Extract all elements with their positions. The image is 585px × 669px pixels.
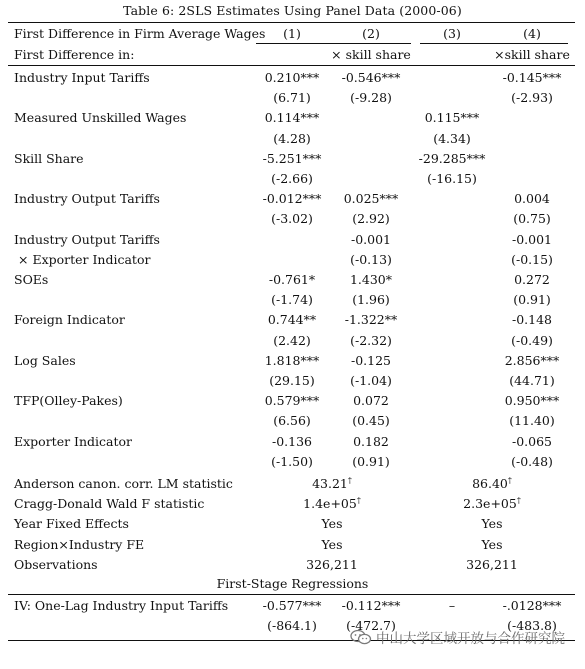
row-label: × Exporter Indicator xyxy=(18,252,151,267)
cell-c2: (-0.13) xyxy=(350,252,392,267)
cell-c1: 0.114*** xyxy=(264,110,320,125)
cell-c4: (-0.49) xyxy=(511,333,553,348)
cell-c1: 0.210*** xyxy=(264,70,320,85)
wechat-icon xyxy=(350,629,372,645)
col-header-1: (1) xyxy=(283,26,301,41)
col-header-3: (3) xyxy=(443,26,461,41)
col-header-2: (2) xyxy=(362,26,380,41)
stat-value-text: 1.4e+05 xyxy=(303,496,357,512)
stat-value-right xyxy=(412,516,572,531)
cell-c2: 0.025*** xyxy=(343,191,399,206)
cell-c4: (44.71) xyxy=(509,373,555,388)
cell-c1: (4.28) xyxy=(273,131,311,146)
cell-c1: 1.818*** xyxy=(264,353,320,368)
stat-label: Region×Industry FE xyxy=(14,537,145,552)
stat-label: Observations xyxy=(14,557,98,572)
cell-c3: -29.285*** xyxy=(418,151,486,166)
stat-value-text: 86.40 xyxy=(472,476,508,492)
first-stage-coef-3: – xyxy=(448,598,456,613)
header-rule xyxy=(8,65,575,66)
first-stage-coef-1: -0.577*** xyxy=(262,598,322,613)
col4-subheader: ×skill share xyxy=(494,47,570,62)
cell-c4: (-2.93) xyxy=(511,90,553,105)
cell-c2: -0.125 xyxy=(350,353,391,368)
first-stage-tstat-1: (-864.1) xyxy=(267,618,317,633)
row-label: Exporter Indicator xyxy=(14,434,133,449)
stat-value-left xyxy=(252,496,412,511)
cell-c1: (-3.02) xyxy=(271,211,313,226)
row-label: Log Sales xyxy=(14,353,76,368)
cell-c1: (6.56) xyxy=(273,413,311,428)
stat-value-right xyxy=(412,557,572,572)
first-stage-coef-4: -.0128*** xyxy=(502,598,562,613)
cell-c2: (0.91) xyxy=(352,454,390,469)
cell-c4: 0.004 xyxy=(514,191,550,206)
stat-value-text: 43.21 xyxy=(312,476,348,492)
table-caption: Table 6: 2SLS Estimates Using Panel Data (2000-06) xyxy=(123,3,462,18)
subheader-label: First Difference in: xyxy=(14,47,135,62)
dagger-mark: † xyxy=(516,496,521,505)
cell-c2: (1.96) xyxy=(352,292,390,307)
stat-value-text: Yes xyxy=(321,516,343,531)
cell-c1: 0.744** xyxy=(267,312,317,327)
col2-subheader: × skill share xyxy=(331,47,411,62)
dagger-mark: † xyxy=(507,476,512,485)
stat-value-text: 326,211 xyxy=(466,557,518,572)
row-label: SOEs xyxy=(14,272,49,287)
dependent-variable-label: First Difference in Firm Average Wages xyxy=(14,26,266,41)
row-label: Skill Share xyxy=(14,151,84,166)
row-label: Industry Output Tariffs xyxy=(14,232,160,247)
stat-value-right xyxy=(412,476,572,491)
cell-c4: (0.91) xyxy=(513,292,551,307)
row-label: Foreign Indicator xyxy=(14,312,125,327)
cell-c1: (-1.74) xyxy=(271,292,313,307)
cell-c4: (-0.15) xyxy=(511,252,553,267)
cell-c2: (-2.32) xyxy=(350,333,392,348)
cell-c3: (4.34) xyxy=(433,131,471,146)
cell-c4: -0.145*** xyxy=(502,70,562,85)
cell-c4: (-0.48) xyxy=(511,454,553,469)
cell-c1: -0.136 xyxy=(271,434,312,449)
top-rule xyxy=(8,22,575,23)
first-stage-tstat-2: (-472.7) xyxy=(346,618,396,633)
cell-c2: (0.45) xyxy=(352,413,390,428)
cell-c3: 0.115*** xyxy=(424,110,480,125)
stat-label: Anderson canon. corr. LM statistic xyxy=(14,476,233,491)
cell-c2: 0.182 xyxy=(353,434,389,449)
dagger-mark: † xyxy=(356,496,361,505)
stat-value-text: Yes xyxy=(481,516,503,531)
cell-c2: -1.322** xyxy=(344,312,398,327)
stat-value-text: 326,211 xyxy=(306,557,358,572)
cell-c4: (0.75) xyxy=(513,211,551,226)
stat-value-left xyxy=(252,476,412,491)
cell-c4: (11.40) xyxy=(509,413,555,428)
cell-c1: (-2.66) xyxy=(271,171,313,186)
row-label: Industry Output Tariffs xyxy=(14,191,160,206)
first-stage-title: First-Stage Regressions xyxy=(216,576,369,591)
watermark-text: 中山大学区域开放与合作研究院 xyxy=(376,631,565,647)
watermark xyxy=(350,627,565,647)
first-stage-tstat-4: (-483.8) xyxy=(507,618,557,633)
stat-label: Year Fixed Effects xyxy=(14,516,129,531)
cell-c2: -0.546*** xyxy=(341,70,401,85)
col-header-4: (4) xyxy=(523,26,541,41)
row-label: Measured Unskilled Wages xyxy=(14,110,187,125)
header-underline-left xyxy=(256,43,411,44)
stat-value-right xyxy=(412,496,572,511)
cell-c4: 0.272 xyxy=(514,272,550,287)
cell-c4: -0.065 xyxy=(511,434,552,449)
cell-c1: 0.579*** xyxy=(264,393,320,408)
stat-value-right xyxy=(412,537,572,552)
cell-c1: (29.15) xyxy=(269,373,315,388)
row-label: TFP(Olley-Pakes) xyxy=(14,393,123,408)
stat-value-text: Yes xyxy=(321,537,343,552)
cell-c2: -0.001 xyxy=(350,232,391,247)
stat-value-left xyxy=(252,557,412,572)
cell-c4: -0.148 xyxy=(511,312,552,327)
first-stage-label: IV: One-Lag Industry Input Tariffs xyxy=(14,598,229,613)
stat-value-text: 2.3e+05 xyxy=(463,496,517,512)
header-underline-right xyxy=(420,43,568,44)
stat-value-left xyxy=(252,537,412,552)
cell-c3: (-16.15) xyxy=(427,171,477,186)
first-stage-rule xyxy=(8,594,575,595)
stat-label: Cragg-Donald Wald F statistic xyxy=(14,496,205,511)
cell-c4: 2.856*** xyxy=(504,353,560,368)
cell-c4: 0.950*** xyxy=(504,393,560,408)
cell-c1: (2.42) xyxy=(273,333,311,348)
cell-c2: 1.430* xyxy=(349,272,393,287)
cell-c1: (-1.50) xyxy=(271,454,313,469)
cell-c2: 0.072 xyxy=(353,393,389,408)
stat-value-left xyxy=(252,516,412,531)
cell-c4: -0.001 xyxy=(511,232,552,247)
cell-c1: -0.761* xyxy=(268,272,316,287)
cell-c1: -0.012*** xyxy=(262,191,322,206)
first-stage-coef-2: -0.112*** xyxy=(341,598,401,613)
cell-c2: (-9.28) xyxy=(350,90,392,105)
stat-value-text: Yes xyxy=(481,537,503,552)
row-label: Industry Input Tariffs xyxy=(14,70,150,85)
cell-c2: (2.92) xyxy=(352,211,390,226)
cell-c1: (6.71) xyxy=(273,90,311,105)
cell-c1: -5.251*** xyxy=(262,151,322,166)
cell-c2: (-1.04) xyxy=(350,373,392,388)
dagger-mark: † xyxy=(347,476,352,485)
